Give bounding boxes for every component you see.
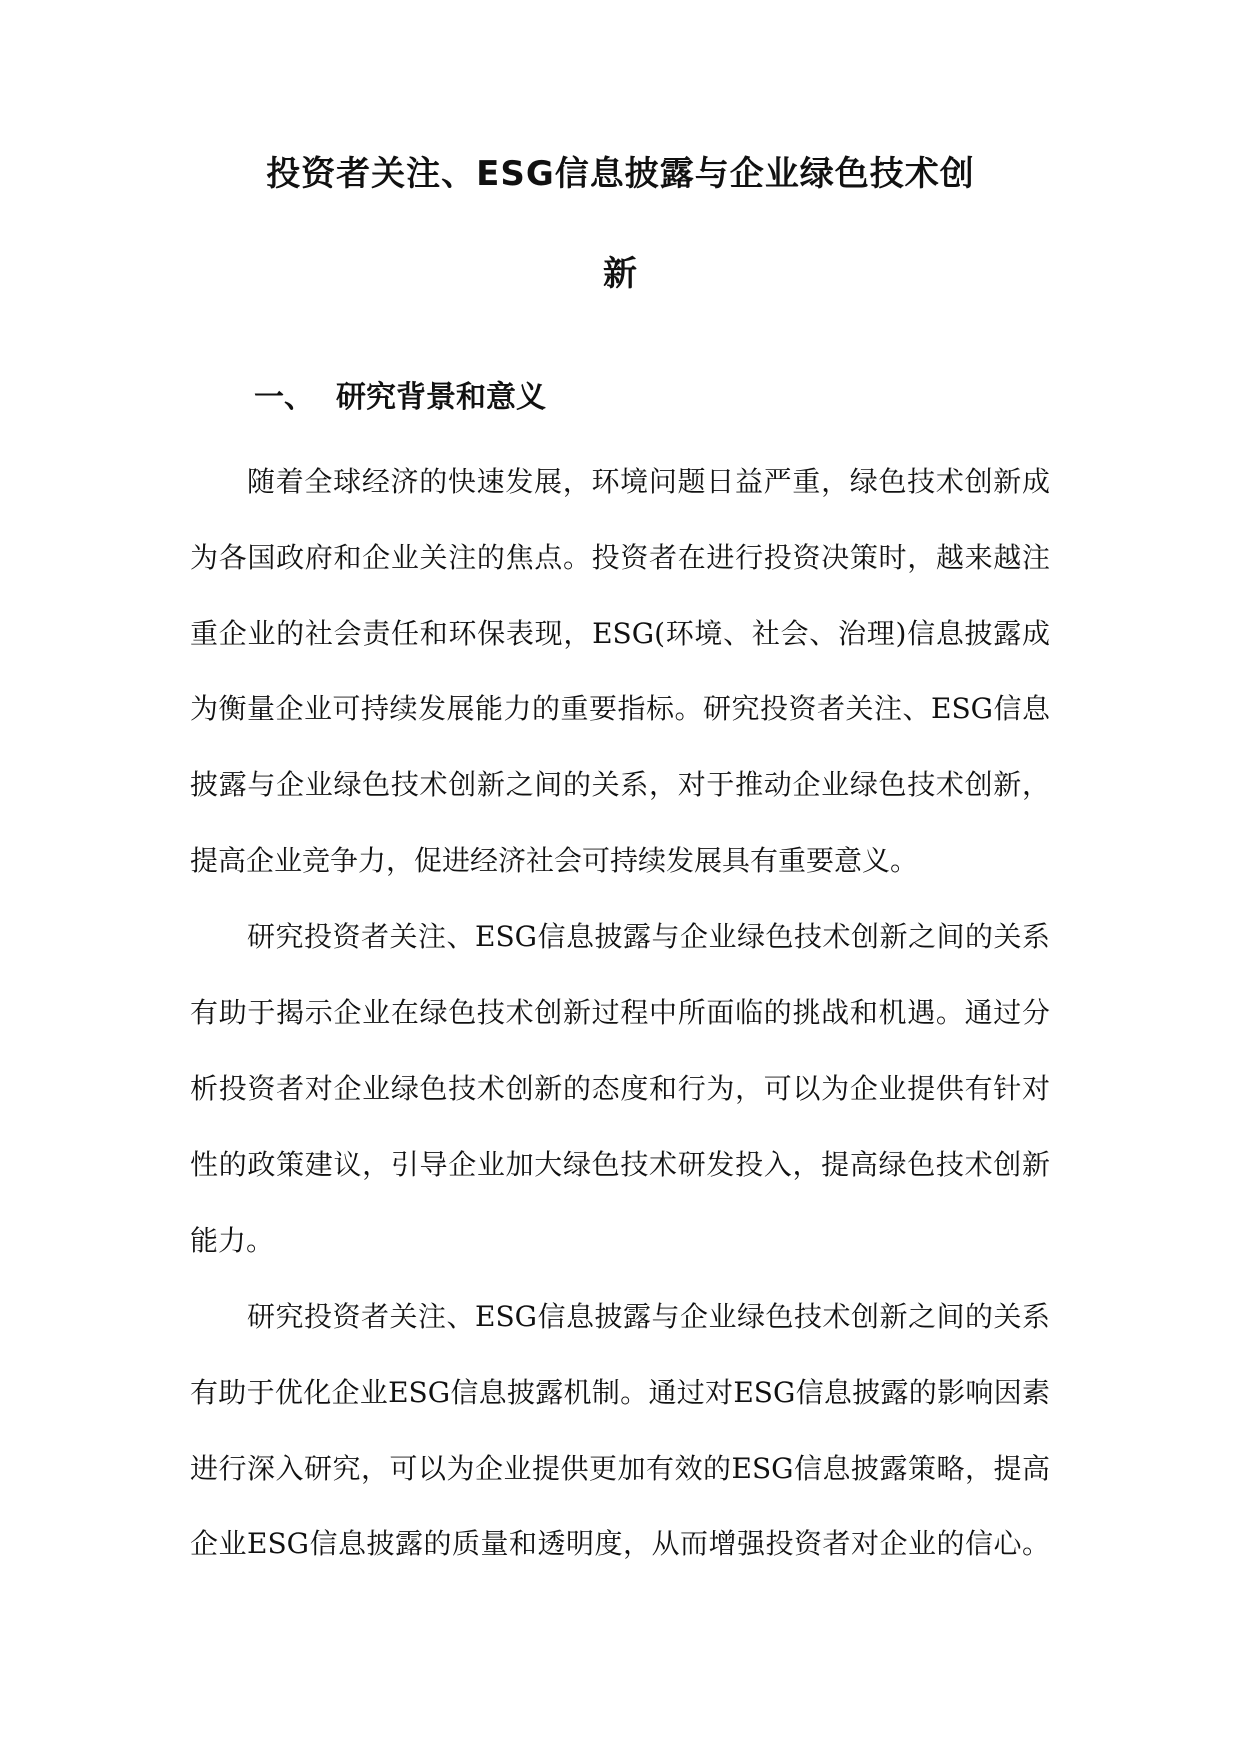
paragraph-1-line-4: 为衡量企业可持续发展能力的重要指标。研究投资者关注、ESG信息	[190, 692, 1050, 725]
section-number: 一、	[254, 380, 314, 415]
document-title-line-2: 新	[603, 254, 638, 294]
paragraph-2-line-1: 研究投资者关注、ESG信息披露与企业绿色技术创新之间的关系	[247, 920, 1050, 953]
paragraph-3-line-3: 进行深入研究，可以为企业提供更加有效的ESG信息披露策略，提高	[190, 1452, 1050, 1485]
paragraph-1-line-2: 为各国政府和企业关注的焦点。投资者在进行投资决策时，越来越注	[190, 541, 1050, 574]
paragraph-3-line-4: 企业ESG信息披露的质量和透明度，从而增强投资者对企业的信心。	[190, 1527, 1050, 1560]
paragraph-3-line-1: 研究投资者关注、ESG信息披露与企业绿色技术创新之间的关系	[247, 1300, 1050, 1333]
section-heading	[254, 380, 546, 416]
section-heading-text: 研究背景和意义	[336, 380, 546, 415]
paragraph-3-line-2: 有助于优化企业ESG信息披露机制。通过对ESG信息披露的影响因素	[190, 1376, 1050, 1409]
paragraph-2-line-3: 析投资者对企业绿色技术创新的态度和行为，可以为企业提供有针对	[190, 1072, 1050, 1105]
document-title-line-1: 投资者关注、ESG信息披露与企业绿色技术创	[266, 154, 975, 194]
paragraph-2-line-2: 有助于揭示企业在绿色技术创新过程中所面临的挑战和机遇。通过分	[190, 996, 1050, 1029]
paragraph-1-line-5: 披露与企业绿色技术创新之间的关系，对于推动企业绿色技术创新，	[190, 768, 1050, 801]
paragraph-2-line-4: 性的政策建议，引导企业加大绿色技术研发投入，提高绿色技术创新	[190, 1148, 1050, 1181]
paragraph-1-line-1: 随着全球经济的快速发展，环境问题日益严重，绿色技术创新成	[247, 465, 1050, 498]
paragraph-1-line-6: 提高企业竞争力，促进经济社会可持续发展具有重要意义。	[190, 844, 919, 877]
paragraph-2-line-5: 能力。	[190, 1224, 275, 1257]
paragraph-1-line-3: 重企业的社会责任和环保表现，ESG(环境、社会、治理)信息披露成	[190, 617, 1050, 650]
